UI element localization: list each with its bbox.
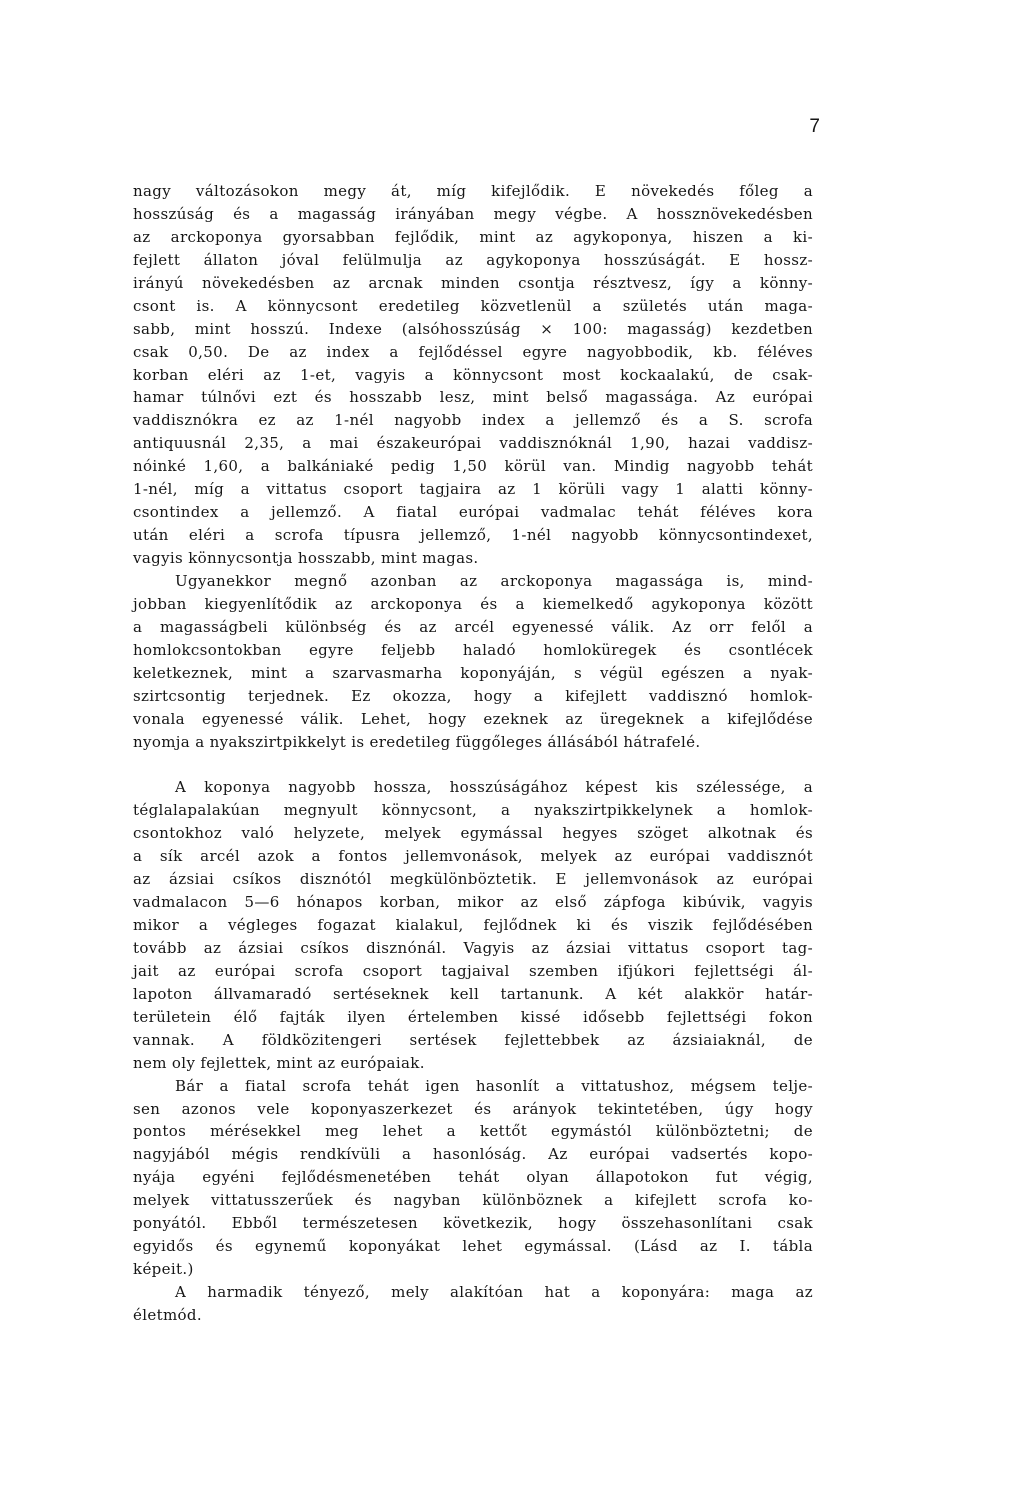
text-line: hamar túlnővi ezt és hosszabb lesz, mint belső magassága. Az európai [133,388,813,407]
text-line: Ugyanekkor megnő azonban az arckoponya magassága is, mind- [175,571,813,590]
text-line: nagy változásokon megy át, míg kifejlődik. E növekedés főleg a [133,182,813,200]
text-line: nyája egyéni fejlődésmenetében tehát olyan állapotokon fut végig, [133,1168,813,1187]
text-line: nóinké 1,60, a balkániaké pedig 1,50 körül van. Mindig nagyobb tehát [133,457,813,476]
text-line: tovább az ázsiai csíkos disznónál. Vagyis az ázsiai vittatus csoport tag- [133,938,813,957]
text-line: antiquusnál 2,35, a mai északeurópai vaddisznóknál 1,90, hazai vaddisz- [133,434,813,453]
text-line: csont is. A könnycsont eredetileg közvetlenül a születés után maga- [133,296,813,315]
text-line: Bár a fiatal scrofa tehát igen hasonlít a vittatushoz, mégsem telje- [175,1076,813,1095]
text-line: képeit.) [133,1260,194,1279]
text-line: jobban kiegyenlítődik az arckoponya és a kiemelkedő agykoponya között [133,594,813,613]
text-line: szirtcsontig terjednek. Ez okozza, hogy a kifejlett vaddisznó homlok- [133,686,813,705]
text-line: téglalapalakúan megnyult könnycsont, a nyakszirtpikkelynek a homlok- [133,801,813,820]
text-line: homlokcsontokban egyre feljebb haladó homloküregek és csontlécek [133,640,813,659]
text-line: hosszúság és a magasság irányában megy végbe. A hossznövekedésben [133,204,813,223]
text-line: csontindex a jellemző. A fiatal európai vadmalac tehát féléves kora [133,503,813,522]
text-line: nyomja a nyakszirtpikkelyt is eredetileg függőleges állásából hátrafelé. [133,732,701,751]
text-line: fejlett állaton jóval felülmulja az agykoponya hosszúságát. E hossz- [133,250,813,269]
paragraph-gap [133,753,813,776]
text-line: csontokhoz való helyzete, melyek egymással hegyes szöget alkotnak és [133,824,813,843]
text-line: lapoton állvamaradó sertéseknek kell tartanunk. A két alakkör határ- [133,984,813,1003]
text-line: mikor a végleges fogazat kialakul, fejlődnek ki és viszik fejlődésében [133,916,813,934]
text-line: melyek vittatusszerűek és nagyban különböznek a kifejlett scrofa ko- [133,1191,813,1210]
text-line: az arckoponya gyorsabban fejlődik, mint az agykoponya, hiszen a ki- [133,227,813,246]
text-line: ponyától. Ebből természetesen következik, hogy összehasonlítani csak [133,1214,813,1233]
text-line: vagyis könnycsontja hosszabb, mint magas. [133,549,479,567]
text-line: csak 0,50. De az index a fejlődéssel egyre nagyobbodik, kb. féléves [133,342,813,361]
text-line: vonala egyenessé válik. Lehet, hogy ezeknek az üregeknek a kifejlődése [133,709,813,728]
text-line: korban eléri az 1-et, vagyis a könnycsont most kockaalakú, de csak- [133,365,813,384]
body-text [133,180,813,1327]
text-line: sabb, mint hosszú. Indexe (alsóhosszúság × 100: magasság) kezdetben [133,319,813,338]
text-line: jait az európai scrofa csoport tagjaival szemben ifjúkori fejlettségi ál- [133,961,813,980]
text-line: irányú növekedésben az arcnak minden csontja résztvesz, így a könny- [133,273,813,292]
text-line: életmód. [133,1305,203,1324]
text-line: nagyjából mégis rendkívüli a hasonlóság. Az európai vadsertés kopo- [133,1145,813,1164]
text-line: az ázsiai csíkos disznótól megkülönböztetik. E jellemvonások az európai [133,870,813,889]
text-line: vaddisznókra ez az 1-nél nagyobb index a jellemző és a S. scrofa [133,411,813,430]
text-line: 1-nél, míg a vittatus csoport tagjaira az 1 körüli vagy 1 alatti könny- [133,480,813,499]
text-line: után eléri a scrofa típusra jellemző, 1-nél nagyobb könnycsontindexet, [133,526,813,545]
text-line: vadmalacon 5—6 hónapos korban, mikor az első zápfoga kibúvik, vagyis [133,893,813,912]
text-line: nem oly fejlettek, mint az európaiak. [133,1053,425,1072]
text-line: A koponya nagyobb hossza, hosszúságához képest kis szélessége, a [175,778,813,797]
text-line: A harmadik tényező, mely alakítóan hat a koponyára: maga az [175,1283,813,1301]
text-line: a magasságbeli különbség és az arcél egyenessé válik. Az orr felől a [133,617,813,636]
page-number: 7 [809,116,820,137]
text-line: területein élő fajták ilyen értelemben kissé idősebb fejlettségi fokon [133,1007,813,1026]
text-line: a sík arcél azok a fontos jellemvonások, melyek az európai vaddisznót [133,847,813,866]
text-line: egyidős és egynemű koponyákat lehet egymással. (Lásd az I. tábla [133,1237,813,1256]
text-line: keletkeznek, mint a szarvasmarha koponyáján, s végül egészen a nyak- [133,663,813,682]
text-line: vannak. A földközitengeri sertések fejlettebbek az ázsiaiaknál, de [133,1030,813,1049]
text-line: sen azonos vele koponyaszerkezet és arányok tekintetében, úgy hogy [133,1099,813,1118]
text-line: pontos mérésekkel meg lehet a kettőt egymástól különböztetni; de [133,1122,813,1141]
